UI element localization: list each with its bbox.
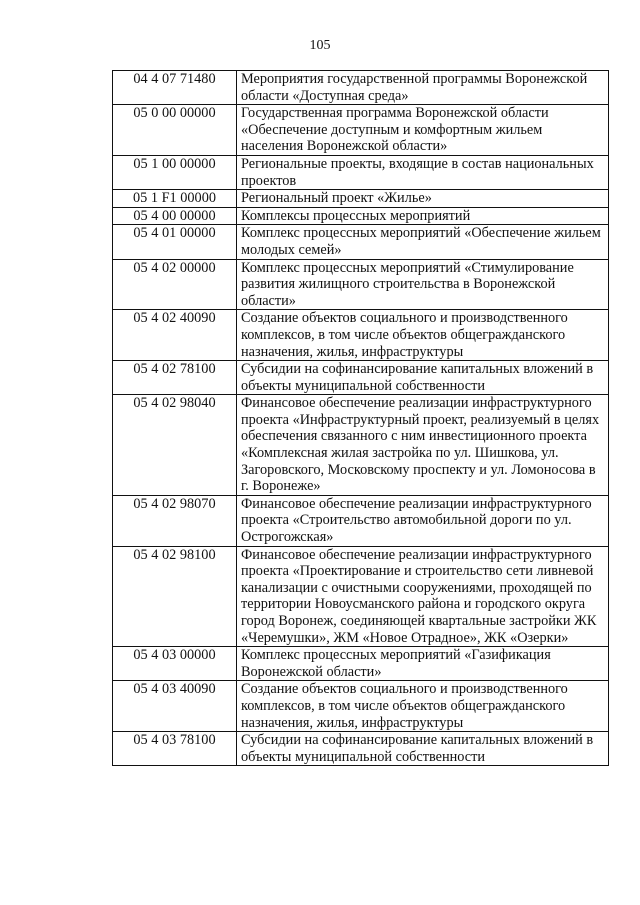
- row-name: Субсидии на софинансирование капитальных вложений в объекты муниципальной собственности: [237, 361, 609, 395]
- row-name: Комплекс процессных мероприятий «Стимулирование развития жилищного строительства в Воронежской области»: [237, 259, 609, 310]
- row-name: Комплекс процессных мероприятий «Газификация Воронежской области»: [237, 647, 609, 681]
- row-code: 05 1 F1 00000: [113, 190, 237, 208]
- table-row: [113, 105, 609, 156]
- row-name: Комплекс процессных мероприятий «Обеспечение жильем молодых семей»: [237, 225, 609, 259]
- row-name: Субсидии на софинансирование капитальных вложений в объекты муниципальной собственности: [237, 732, 609, 766]
- row-name: Государственная программа Воронежской области «Обеспечение доступным и комфортным жильем населения Воронежской области»: [237, 105, 609, 156]
- table-row: [113, 361, 609, 395]
- table-row: [113, 259, 609, 310]
- row-name: Финансовое обеспечение реализации инфраструктурного проекта «Инфраструктурный проект, реализуемый в целях обеспечения связанного с ним инвестиционного проекта «Комплексная жилая застройка по ул. Шишкова, ул. Загоровского, Московскому проспекту и ул. Ломоносова в г. Воронеже»: [237, 395, 609, 496]
- table-row: [113, 71, 609, 105]
- row-code: 05 4 02 98100: [113, 546, 237, 647]
- row-code: 05 4 00 00000: [113, 207, 237, 225]
- row-code: 05 4 02 00000: [113, 259, 237, 310]
- row-code: 05 4 02 78100: [113, 361, 237, 395]
- table-row: [113, 495, 609, 546]
- table-row: [113, 681, 609, 732]
- table-row: [113, 395, 609, 496]
- row-code: 05 4 01 00000: [113, 225, 237, 259]
- row-code: 04 4 07 71480: [113, 71, 237, 105]
- row-code: 05 4 02 98040: [113, 395, 237, 496]
- row-name: Создание объектов социального и производственного комплексов, в том числе объектов общегражданского назначения, жилья, инфраструктуры: [237, 310, 609, 361]
- budget-classification-table: [112, 70, 609, 766]
- row-name: Региональный проект «Жилье»: [237, 190, 609, 208]
- row-code: 05 4 03 40090: [113, 681, 237, 732]
- row-code: 05 4 03 78100: [113, 732, 237, 766]
- table-row: [113, 310, 609, 361]
- row-name: Комплексы процессных мероприятий: [237, 207, 609, 225]
- table-row: [113, 207, 609, 225]
- row-name: Региональные проекты, входящие в состав национальных проектов: [237, 155, 609, 189]
- table-row: [113, 647, 609, 681]
- table-row: [113, 732, 609, 766]
- row-code: 05 0 00 00000: [113, 105, 237, 156]
- table-row: [113, 225, 609, 259]
- row-name: Финансовое обеспечение реализации инфраструктурного проекта «Строительство автомобильной дороги по ул. Острогожская»: [237, 495, 609, 546]
- row-name: Мероприятия государственной программы Воронежской области «Доступная среда»: [237, 71, 609, 105]
- table-row: [113, 190, 609, 208]
- row-name: Создание объектов социального и производственного комплексов, в том числе объектов общегражданского назначения, жилья, инфраструктуры: [237, 681, 609, 732]
- row-code: 05 1 00 00000: [113, 155, 237, 189]
- page-number: 105: [309, 38, 331, 53]
- row-code: 05 4 02 98070: [113, 495, 237, 546]
- row-code: 05 4 03 00000: [113, 647, 237, 681]
- table-row: [113, 546, 609, 647]
- table-row: [113, 155, 609, 189]
- row-code: 05 4 02 40090: [113, 310, 237, 361]
- row-name: Финансовое обеспечение реализации инфраструктурного проекта «Проектирование и строительство сети ливневой канализации с очистными сооружениями, проходящей по территории Новоусманского района и городского округа город Воронеж, соединяющей квартальные застройки ЖК «Черемушки», ЖМ «Новое Отрадное», ЖК «Озерки»: [237, 546, 609, 647]
